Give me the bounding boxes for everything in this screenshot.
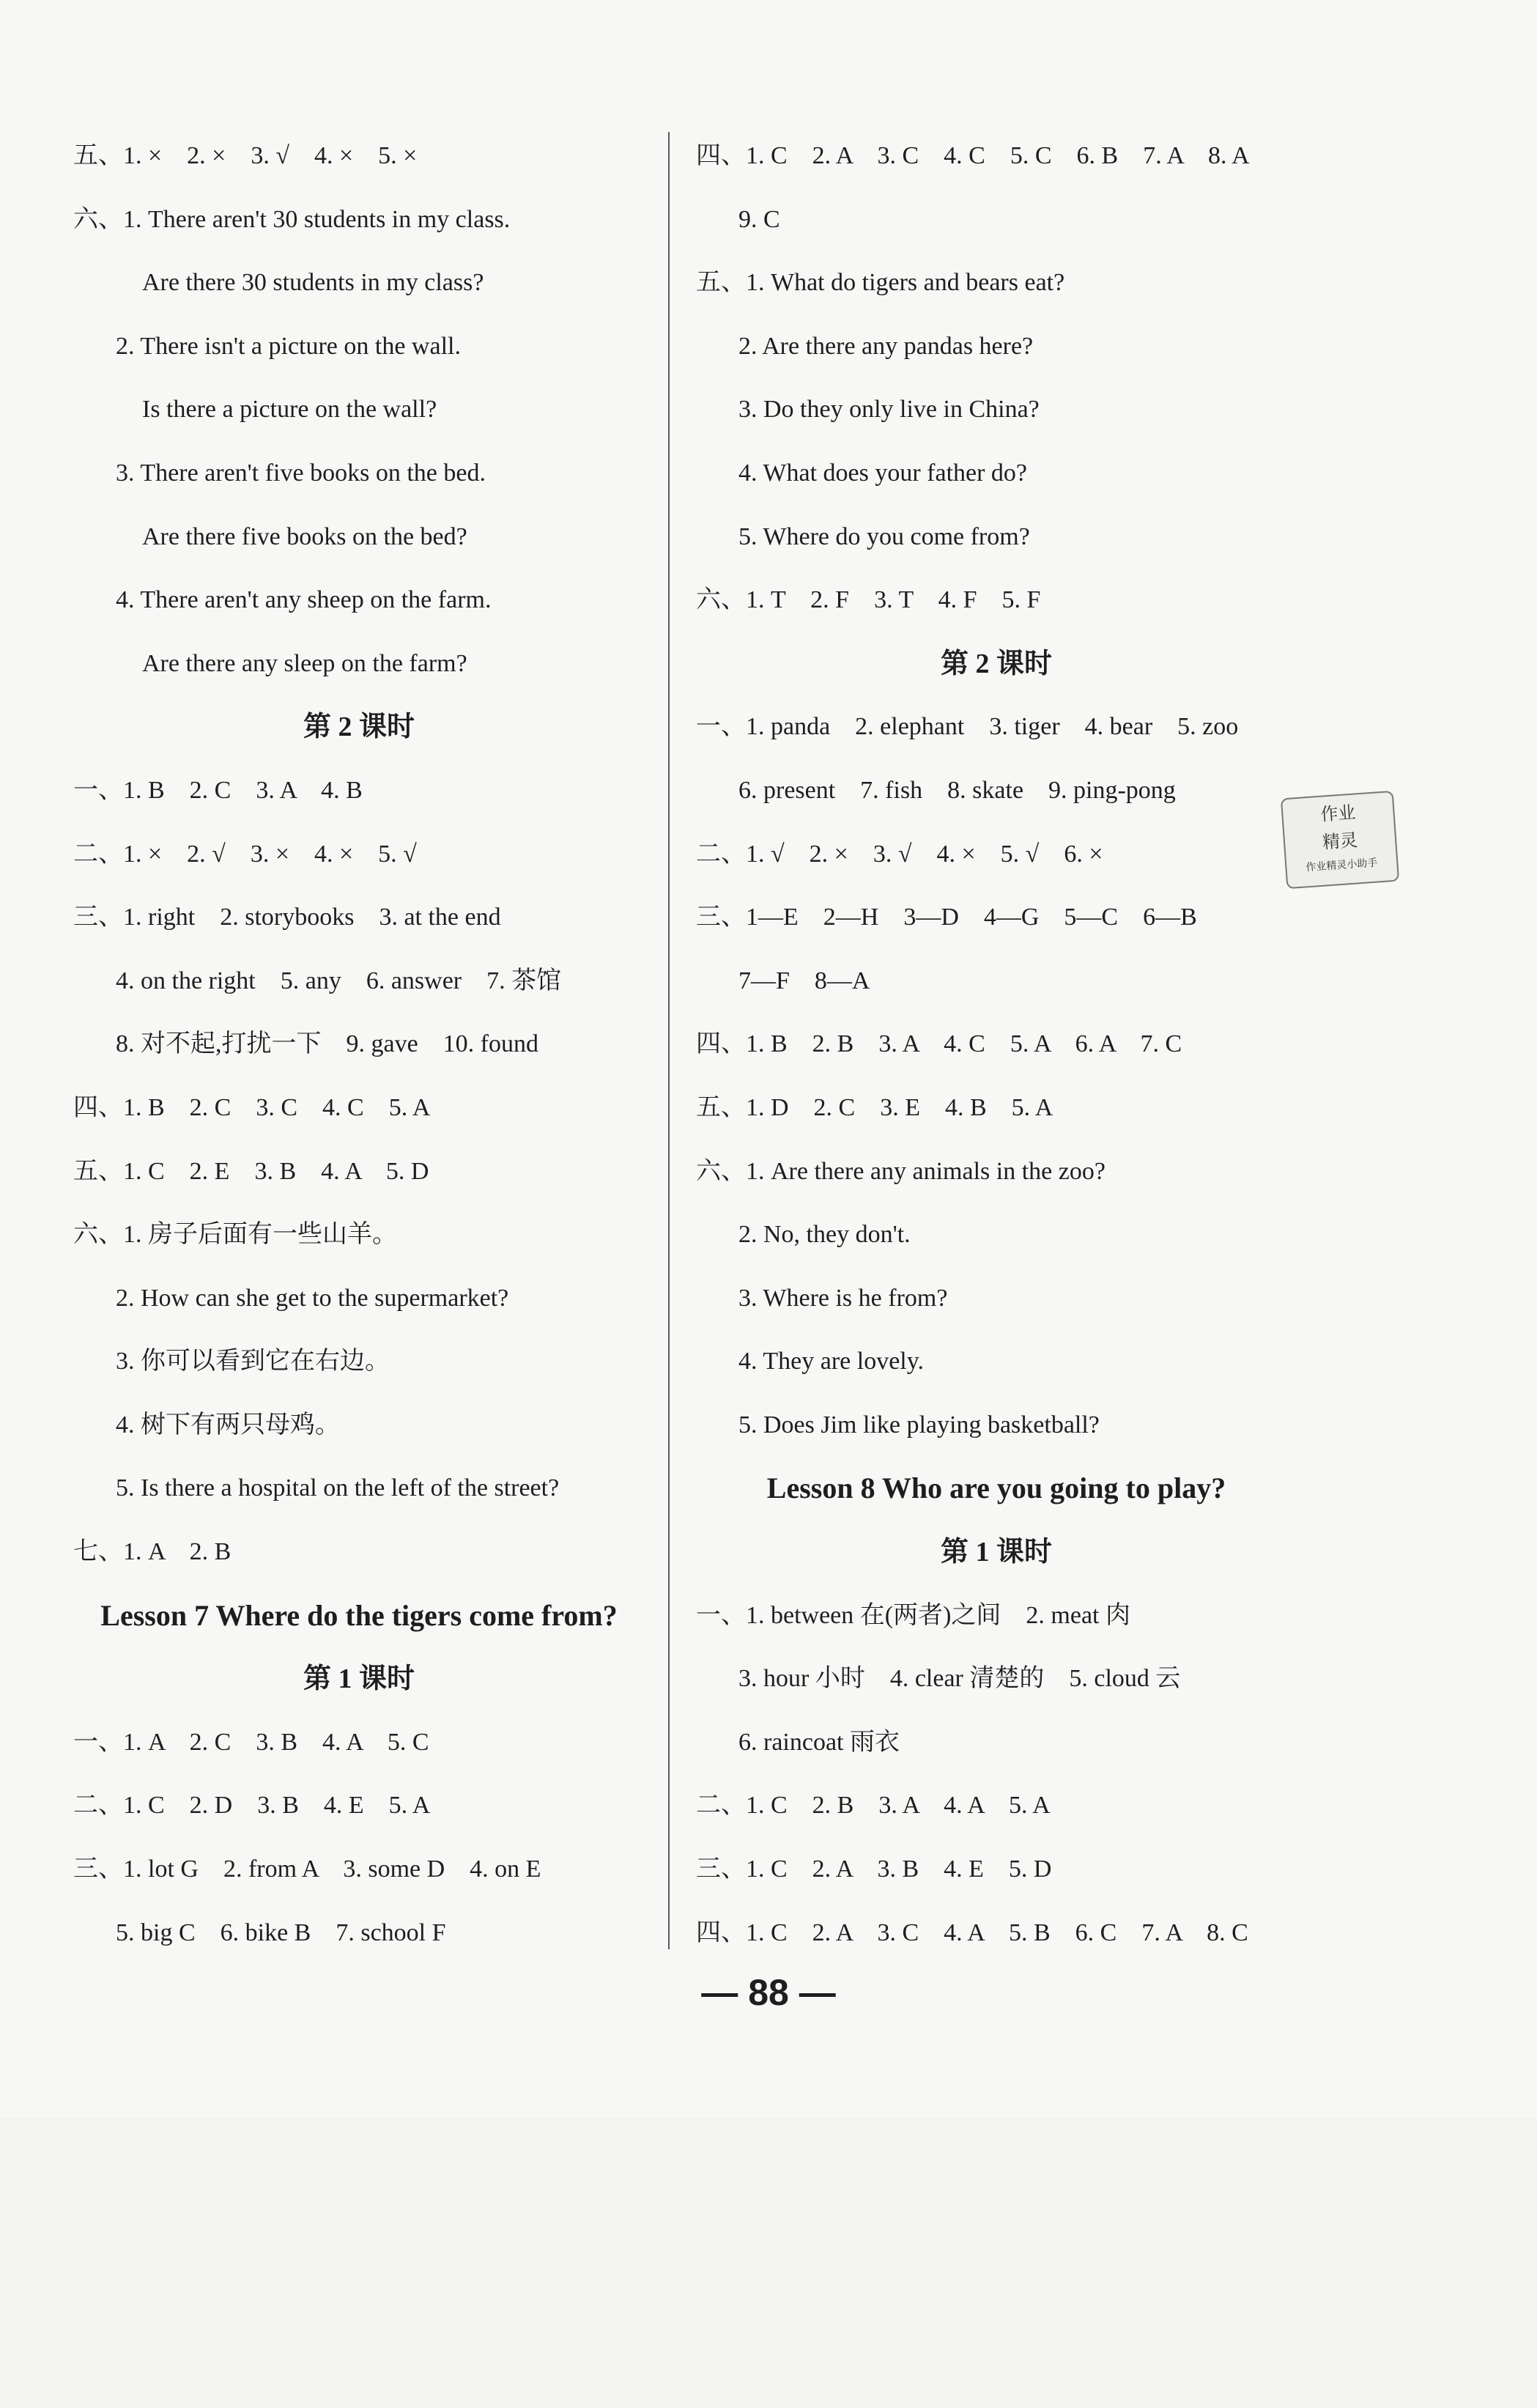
- answer-line: 一、1. between 在(两者)之间 2. meat 肉: [696, 1601, 1130, 1629]
- answer-line: 5. Where do you come from?: [738, 522, 1030, 550]
- answer-line: 三、1. lot G 2. from A 3. some D 4. on E: [73, 1855, 541, 1883]
- answer-line: 二、1. × 2. √ 3. × 4. × 5. √: [73, 840, 417, 868]
- lesson-title: Lesson 7 Where do the tigers come from?: [100, 1598, 618, 1632]
- lesson-title: Lesson 8 Who are you going to play?: [766, 1471, 1226, 1505]
- stamp-logo: [1281, 791, 1399, 889]
- answer-line: 3. Where is he from?: [738, 1284, 948, 1312]
- right-column: [696, 125, 1297, 1965]
- answer-line: 二、1. C 2. B 3. A 4. A 5. A: [696, 1792, 1051, 1820]
- answer-line: 5. Does Jim like playing basketball?: [738, 1411, 1100, 1438]
- answer-line: 五、1. What do tigers and bears eat?: [696, 269, 1065, 297]
- answer-line: 六、1. T 2. F 3. T 4. F 5. F: [696, 586, 1041, 614]
- answer-line: 一、1. A 2. C 3. B 4. A 5. C: [73, 1728, 429, 1756]
- answer-line: 七、1. A 2. B: [73, 1538, 232, 1566]
- answer-line: Are there 30 students in my class?: [142, 269, 484, 297]
- left-column: [73, 125, 645, 1965]
- answer-line: Is there a picture on the wall?: [142, 396, 437, 424]
- answer-line: 二、1. C 2. D 3. B 4. E 5. A: [73, 1792, 431, 1820]
- stamp-text-3: 作业精灵小助手: [1305, 857, 1378, 874]
- answer-line: 9. C: [738, 205, 780, 233]
- answer-line: 6. raincoat 雨衣: [738, 1728, 900, 1756]
- answer-line: 二、1. √ 2. × 3. √ 4. × 5. √ 6. ×: [696, 840, 1103, 868]
- answer-line: 四、1. C 2. A 3. C 4. C 5. C 6. B 7. A 8. A: [696, 142, 1250, 169]
- answer-line: 4. There aren't any sheep on the farm.: [116, 586, 492, 614]
- answer-line: 四、1. B 2. C 3. C 4. C 5. A: [73, 1093, 431, 1121]
- section-heading: 第 1 课时: [940, 1537, 1052, 1568]
- answer-line: 三、1—E 2—H 3—D 4—G 5—C 6—B: [696, 904, 1197, 931]
- answer-line: 五、1. × 2. × 3. √ 4. × 5. ×: [73, 142, 418, 169]
- answer-line: 6. present 7. fish 8. skate 9. ping-pong: [738, 776, 1176, 804]
- answer-line: 7—F 8—A: [738, 967, 870, 994]
- section-heading: 第 2 课时: [940, 648, 1052, 679]
- answer-line: 2. There isn't a picture on the wall.: [116, 332, 461, 360]
- answer-line: 4. 树下有两只母鸡。: [116, 1411, 340, 1438]
- answer-line: 一、1. B 2. C 3. A 4. B: [73, 776, 363, 804]
- section-heading: 第 2 课时: [303, 712, 415, 743]
- answer-line: 六、1. Are there any animals in the zoo?: [696, 1157, 1105, 1185]
- answer-line: 2. How can she get to the supermarket?: [116, 1284, 509, 1312]
- answer-line: 2. No, they don't.: [738, 1221, 911, 1249]
- page-number: — 88 —: [701, 1972, 836, 2013]
- answer-line: Are there five books on the bed?: [142, 522, 467, 550]
- column-divider: [668, 132, 670, 1949]
- answer-line: 五、1. C 2. E 3. B 4. A 5. D: [73, 1157, 429, 1185]
- answer-line: 4. on the right 5. any 6. answer 7. 茶馆: [116, 967, 562, 994]
- answer-line: 六、1. 房子后面有一些山羊。: [73, 1221, 397, 1249]
- section-heading: 第 1 课时: [303, 1663, 415, 1695]
- answer-line: 5. Is there a hospital on the left of the street?: [116, 1474, 560, 1502]
- stamp-text-2: 精灵: [1322, 830, 1359, 853]
- answer-line: 一、1. panda 2. elephant 3. tiger 4. bear 5. zoo: [696, 713, 1239, 741]
- answer-line: 三、1. C 2. A 3. B 4. E 5. D: [696, 1855, 1052, 1883]
- answer-line: 五、1. D 2. C 3. E 4. B 5. A: [696, 1093, 1053, 1121]
- answer-line: 3. 你可以看到它在右边。: [116, 1348, 390, 1375]
- answer-line: 8. 对不起,打扰一下 9. gave 10. found: [116, 1030, 539, 1058]
- answer-line: 三、1. right 2. storybooks 3. at the end: [73, 904, 501, 931]
- answer-line: 六、1. There aren't 30 students in my class.: [73, 205, 511, 233]
- answer-line: 2. Are there any pandas here?: [738, 332, 1034, 360]
- answer-line: 四、1. B 2. B 3. A 4. C 5. A 6. A 7. C: [696, 1030, 1182, 1058]
- stamp-text-1: 作业: [1319, 802, 1357, 825]
- answer-line: 5. big C 6. bike B 7. school F: [116, 1918, 446, 1946]
- answer-line: 3. hour 小时 4. clear 清楚的 5. cloud 云: [738, 1665, 1181, 1693]
- answer-line: 4. They are lovely.: [738, 1348, 925, 1375]
- answer-line: 3. There aren't five books on the bed.: [116, 459, 486, 487]
- answer-line: 四、1. C 2. A 3. C 4. A 5. B 6. C 7. A 8. C: [696, 1918, 1248, 1946]
- answer-line: Are there any sleep on the farm?: [142, 649, 467, 677]
- answer-line: 3. Do they only live in China?: [738, 396, 1040, 424]
- answer-line: 4. What does your father do?: [738, 459, 1028, 487]
